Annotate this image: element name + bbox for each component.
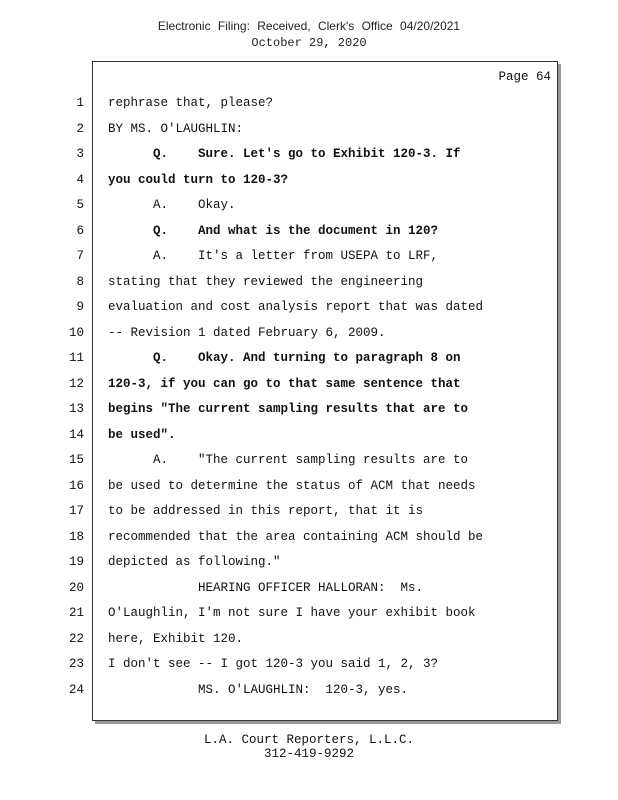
transcript-line bbox=[0, 326, 618, 352]
line-number: 12 bbox=[68, 376, 84, 391]
transcript-line bbox=[0, 581, 618, 607]
line-text: MS. O'LAUGHLIN: 120-3, yes. bbox=[108, 682, 409, 697]
line-number: 24 bbox=[68, 682, 84, 697]
line-number: 20 bbox=[68, 580, 84, 595]
line-number: 2 bbox=[76, 121, 84, 136]
line-text: begins "The current sampling results that are to bbox=[108, 402, 469, 416]
line-text: be used". bbox=[108, 427, 176, 442]
line-text: -- Revision 1 dated February 6, 2009. bbox=[108, 325, 386, 340]
line-number: 22 bbox=[68, 631, 84, 646]
transcript-line bbox=[0, 504, 618, 530]
line-text: here, Exhibit 120. bbox=[108, 631, 244, 646]
line-text: A. It's a letter from USEPA to LRF, bbox=[108, 249, 439, 263]
transcript-line bbox=[0, 657, 618, 683]
transcript-line bbox=[0, 632, 618, 658]
line-text: be used to determine the status of ACM that needs bbox=[108, 478, 476, 493]
line-text: A. "The current sampling results are to bbox=[108, 453, 469, 467]
line-number: 19 bbox=[68, 555, 84, 569]
transcript-line bbox=[0, 224, 618, 250]
line-text: BY MS. O'LAUGHLIN: bbox=[108, 121, 244, 136]
line-text: I don't see -- I got 120-3 you said 1, 2, 3? bbox=[108, 657, 439, 671]
page-number: Page 64 bbox=[498, 70, 551, 84]
line-text: evaluation and cost analysis report that was dated bbox=[108, 300, 484, 314]
line-number: 5 bbox=[76, 198, 84, 212]
line-number: 8 bbox=[76, 274, 84, 289]
transcript-line bbox=[0, 147, 618, 173]
transcript-line bbox=[0, 198, 618, 224]
transcript-line bbox=[0, 122, 618, 148]
line-number: 15 bbox=[68, 453, 84, 467]
line-number: 3 bbox=[76, 147, 84, 161]
line-number: 21 bbox=[68, 606, 84, 620]
transcript-line bbox=[0, 555, 618, 581]
line-text: rephrase that, please? bbox=[108, 96, 274, 110]
line-number: 1 bbox=[76, 96, 84, 110]
line-text: recommended that the area containing ACM should be bbox=[108, 529, 484, 544]
transcript-line bbox=[0, 300, 618, 326]
line-number: 7 bbox=[76, 249, 84, 263]
line-text: stating that they reviewed the engineering bbox=[108, 274, 424, 289]
line-number: 14 bbox=[68, 427, 84, 442]
transcript-line bbox=[0, 453, 618, 479]
line-number: 23 bbox=[68, 657, 84, 671]
line-text: Q. Sure. Let's go to Exhibit 120-3. If bbox=[108, 147, 461, 161]
line-number: 18 bbox=[68, 529, 84, 544]
line-text: A. Okay. bbox=[108, 198, 236, 212]
line-text: HEARING OFFICER HALLORAN: Ms. bbox=[108, 580, 424, 595]
line-number: 11 bbox=[68, 351, 84, 365]
line-number: 6 bbox=[76, 223, 84, 238]
transcript-date: October 29, 2020 bbox=[251, 36, 367, 50]
transcript-line bbox=[0, 402, 618, 428]
transcript-line bbox=[0, 275, 618, 301]
transcript-line bbox=[0, 377, 618, 403]
line-text: O'Laughlin, I'm not sure I have your exhibit book bbox=[108, 606, 476, 620]
line-text: Q. And what is the document in 120? bbox=[108, 223, 439, 238]
transcript-line bbox=[0, 683, 618, 709]
line-number: 10 bbox=[68, 325, 84, 340]
reporter-company: L.A. Court Reporters, L.L.C. bbox=[203, 733, 415, 747]
transcript-line bbox=[0, 606, 618, 632]
transcript-line bbox=[0, 249, 618, 275]
line-number: 9 bbox=[76, 300, 84, 314]
transcript-line bbox=[0, 428, 618, 454]
line-number: 13 bbox=[68, 402, 84, 416]
transcript-line bbox=[0, 351, 618, 377]
transcript-line bbox=[0, 530, 618, 556]
line-text: depicted as following." bbox=[108, 555, 281, 569]
line-number: 16 bbox=[68, 478, 84, 493]
transcript-line bbox=[0, 96, 618, 122]
reporter-phone: 312-419-9292 bbox=[263, 747, 354, 761]
transcript-line bbox=[0, 479, 618, 505]
line-text: you could turn to 120-3? bbox=[108, 172, 289, 187]
transcript-line bbox=[0, 173, 618, 199]
reporter-footer bbox=[0, 733, 618, 761]
line-text: to be addressed in this report, that it is bbox=[108, 504, 424, 518]
line-text: Q. Okay. And turning to paragraph 8 on bbox=[108, 351, 461, 365]
line-number: 4 bbox=[76, 172, 84, 187]
filing-stamp: Electronic Filing: Received, Clerk's Office 04/20/2021 bbox=[157, 19, 461, 33]
line-number: 17 bbox=[68, 504, 84, 518]
line-text: 120-3, if you can go to that same sentence that bbox=[108, 376, 461, 391]
